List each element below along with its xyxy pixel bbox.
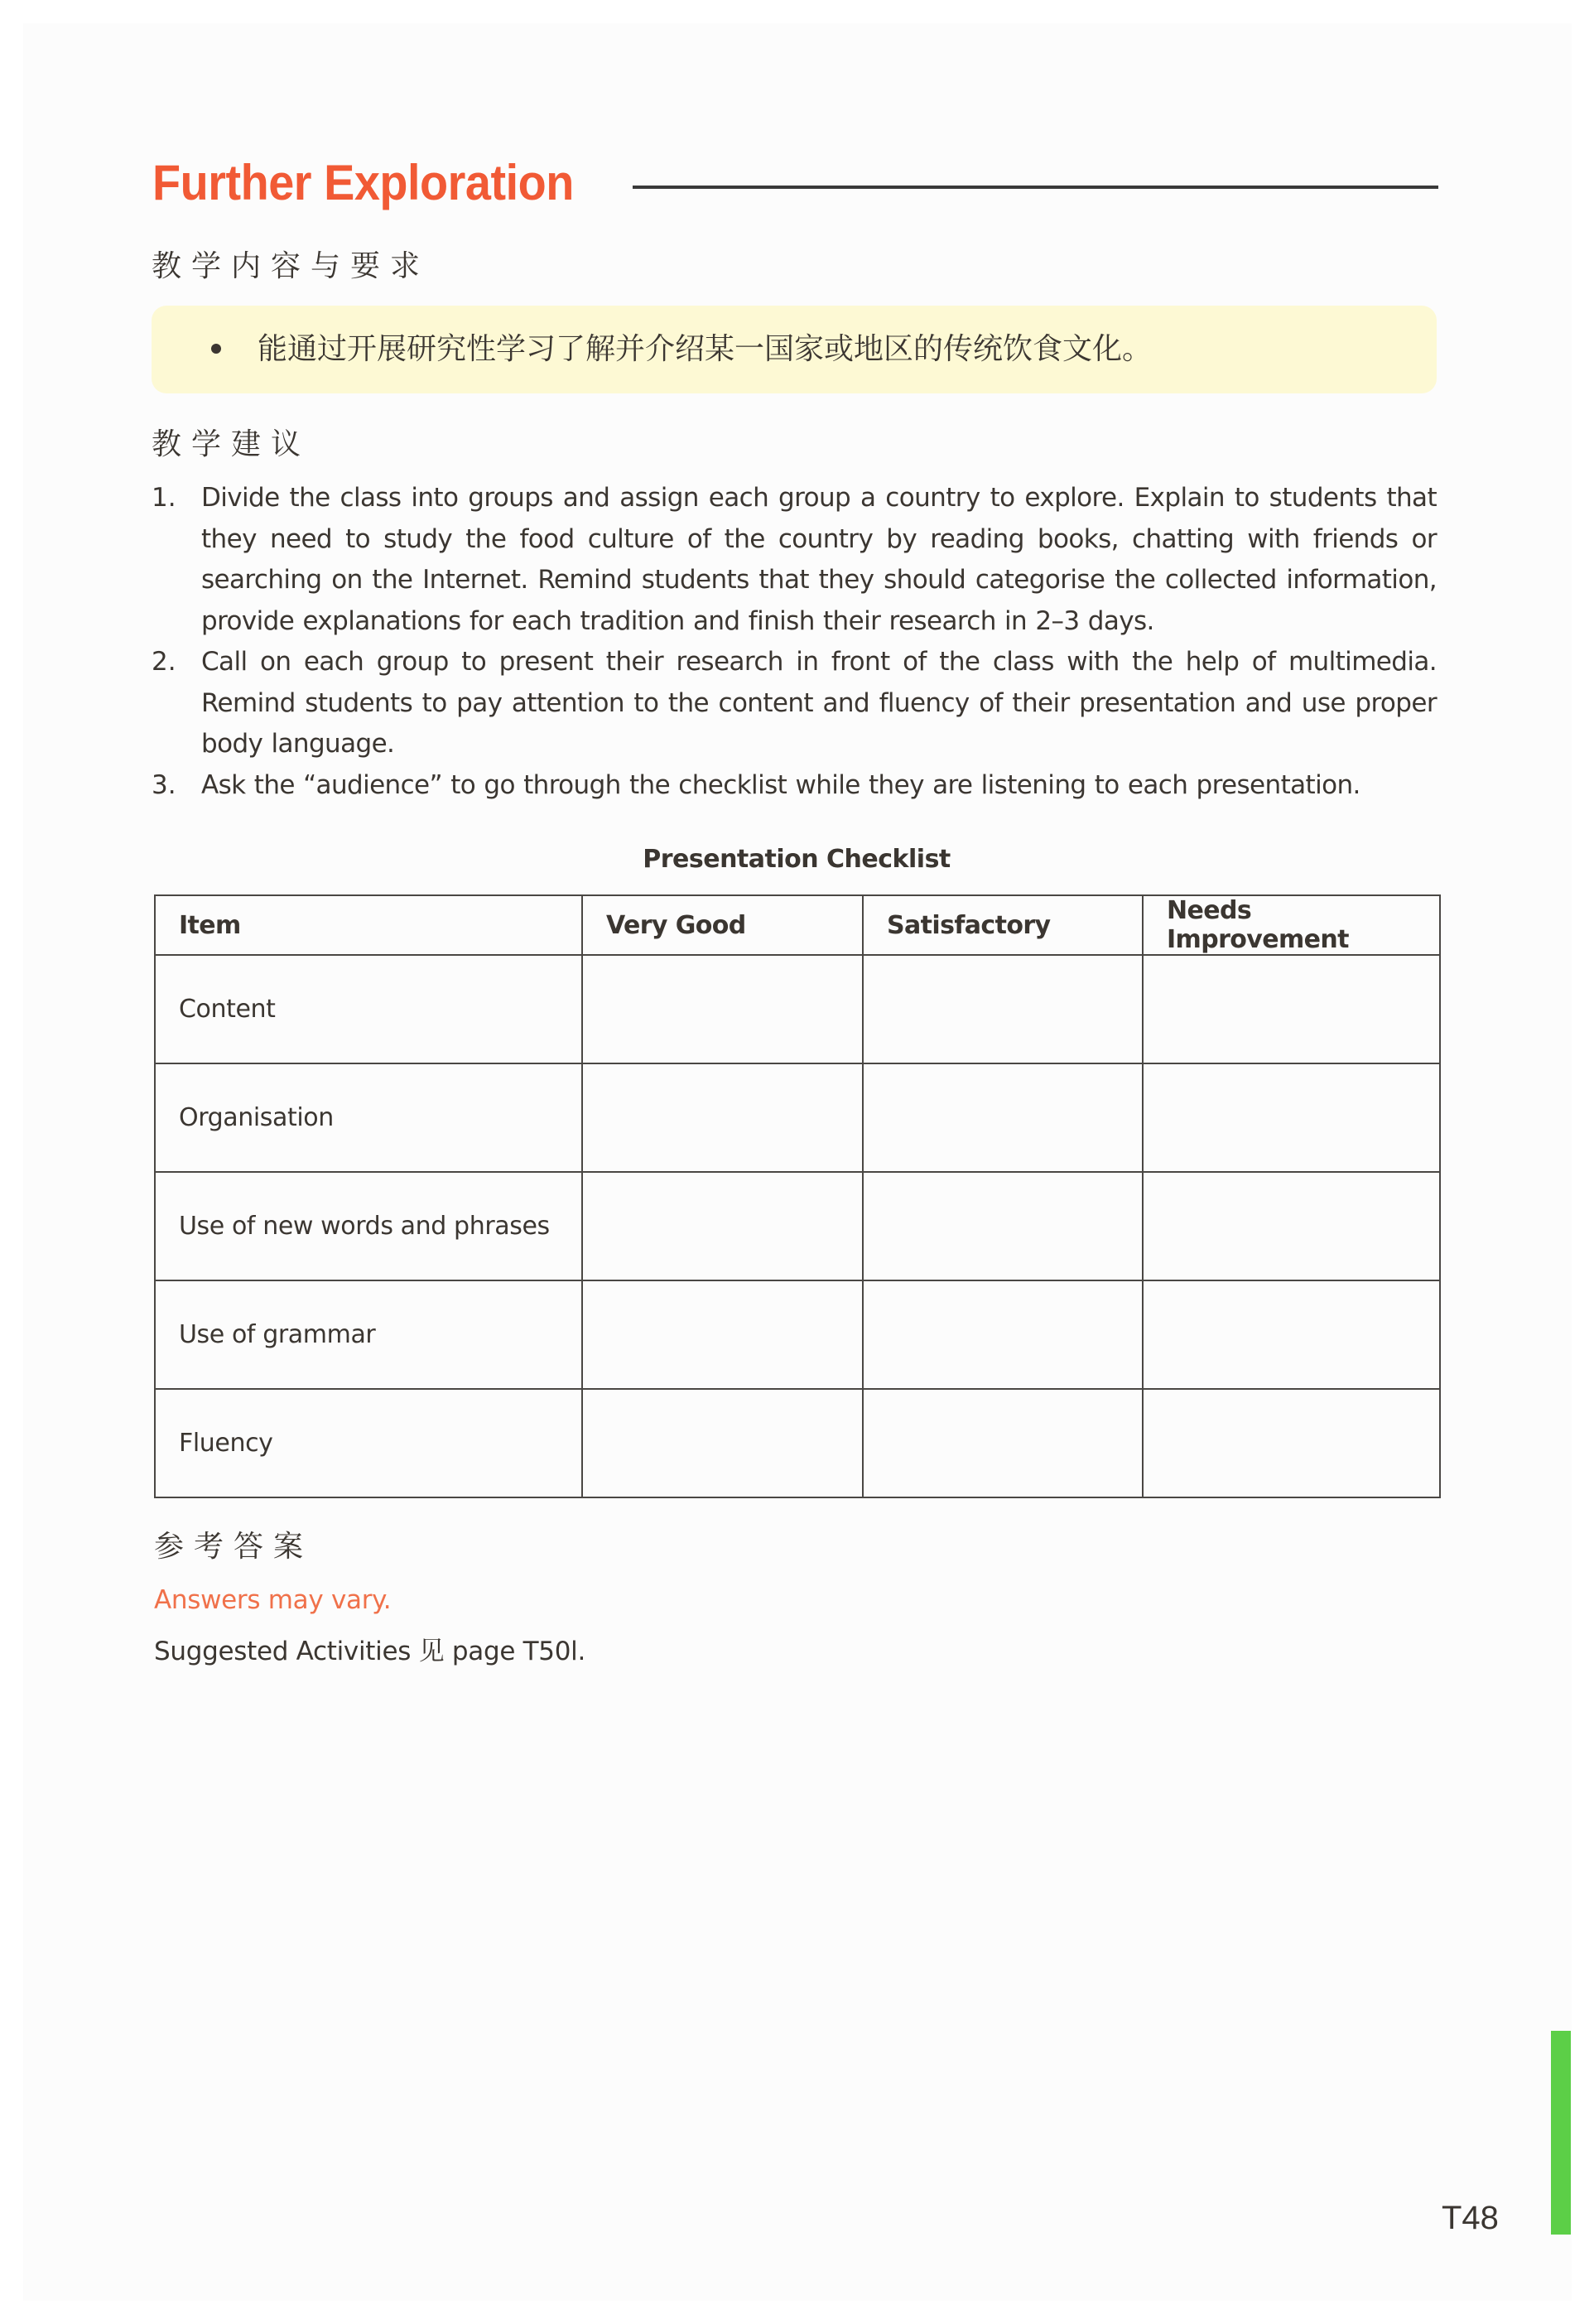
satisfactory-cell[interactable]: [863, 1172, 1143, 1280]
requirements-heading: 教学内容与要求: [152, 249, 431, 283]
activities-reference: Suggested Activities 见 page T50l.: [154, 1637, 586, 1666]
suggestion-text: Divide the class into groups and assign each group a country to explore. Explain to students that they need to study the food culture of the country by reading books, chatting with friends or searching on the Internet. Remind students that they should categorise the collected information, provide explanations for each tradition and finish their research in 2–3 days.: [201, 483, 1437, 636]
item-cell: Organisation: [155, 1063, 582, 1172]
table-header-row: [155, 895, 1440, 955]
very-good-cell[interactable]: [582, 955, 863, 1063]
column-header-very-good: Very Good: [582, 895, 863, 955]
bullet-icon: [211, 344, 221, 354]
satisfactory-cell[interactable]: [863, 1389, 1143, 1497]
suggestion-number: 2.: [152, 647, 176, 677]
answers-heading: 参考答案: [154, 1530, 314, 1564]
suggestions-heading: 教学建议: [152, 427, 311, 461]
needs-improvement-cell[interactable]: [1143, 1063, 1440, 1172]
requirements-box: [152, 306, 1437, 393]
item-cell: Fluency: [155, 1389, 582, 1497]
suggestion-item: [152, 478, 1437, 642]
suggestion-number: 3.: [152, 769, 176, 800]
title-rule-divider: [633, 186, 1438, 189]
table-row: [155, 1063, 1440, 1172]
satisfactory-cell[interactable]: [863, 1063, 1143, 1172]
checklist-title: Presentation Checklist: [643, 845, 951, 874]
needs-improvement-cell[interactable]: [1143, 955, 1440, 1063]
satisfactory-cell[interactable]: [863, 955, 1143, 1063]
item-cell: Use of new words and phrases: [155, 1172, 582, 1280]
table-row: [155, 955, 1440, 1063]
very-good-cell[interactable]: [582, 1280, 863, 1389]
very-good-cell[interactable]: [582, 1063, 863, 1172]
suggestion-item: [152, 765, 1437, 807]
presentation-checklist-table: [154, 894, 1441, 1498]
needs-improvement-cell[interactable]: [1143, 1389, 1440, 1497]
section-side-tab: [1551, 2031, 1571, 2235]
table-row: [155, 1172, 1440, 1280]
item-cell: Use of grammar: [155, 1280, 582, 1389]
item-cell: Content: [155, 955, 582, 1063]
column-header-needs-improvement: Needs Improvement: [1143, 895, 1440, 955]
requirement-item: 能通过开展研究性学习了解并介绍某一国家或地区的传统饮食文化。: [258, 332, 1153, 366]
column-header-item: Item: [155, 895, 582, 955]
needs-improvement-cell[interactable]: [1143, 1280, 1440, 1389]
suggestions-list: [152, 478, 1437, 806]
satisfactory-cell[interactable]: [863, 1280, 1143, 1389]
very-good-cell[interactable]: [582, 1172, 863, 1280]
suggestion-text: Ask the “audience” to go through the checklist while they are listening to each presentation.: [201, 769, 1360, 800]
suggestion-number: 1.: [152, 483, 176, 513]
suggestion-text: Call on each group to present their research in front of the class with the help of multimedia. Remind students to pay attention to the content and fluency of their presentation and use proper body language.: [201, 647, 1437, 759]
table-row: [155, 1280, 1440, 1389]
very-good-cell[interactable]: [582, 1389, 863, 1497]
answers-note: Answers may vary.: [154, 1585, 392, 1615]
page-number: T48: [1442, 2200, 1499, 2236]
column-header-satisfactory: Satisfactory: [863, 895, 1143, 955]
page-title: Further Exploration: [152, 155, 574, 210]
needs-improvement-cell[interactable]: [1143, 1172, 1440, 1280]
suggestion-item: [152, 642, 1437, 765]
table-row: [155, 1389, 1440, 1497]
